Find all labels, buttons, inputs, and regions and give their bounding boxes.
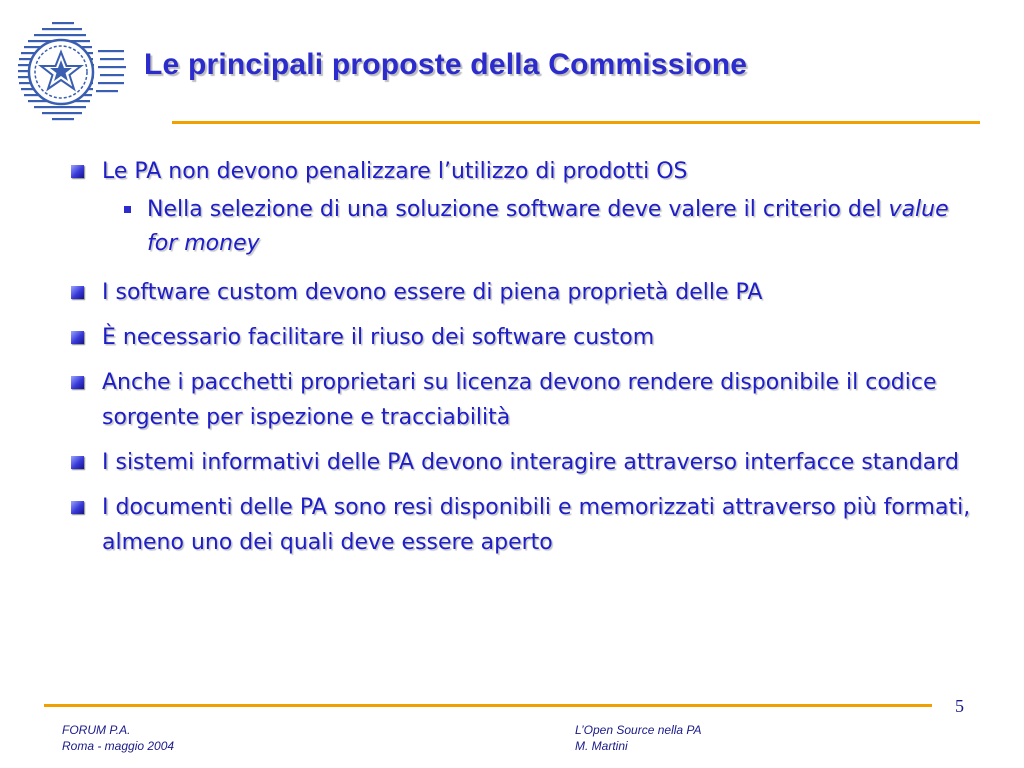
bullet-text: Anche i pacchetti proprietari su licenza devono rendere disponibile il codice sorgente per ispezione e tracciabilità	[102, 370, 937, 430]
square-bullet-icon	[71, 456, 84, 469]
footer-right	[575, 722, 702, 754]
square-bullet-icon	[71, 331, 84, 344]
footer-date: Roma - maggio 2004	[62, 739, 175, 753]
slide-title: Le principali proposte della Commissione	[144, 48, 748, 81]
bullet-item	[0, 154, 1024, 189]
footer-topic: L’Open Source nella PA	[575, 723, 702, 737]
italian-republic-emblem-icon	[16, 20, 128, 126]
bullet-text: I documenti delle PA sono resi disponibili e memorizzati attraverso più formati, almeno uno dei quali deve essere aperto	[102, 495, 971, 555]
bullet-text: È necessario facilitare il riuso dei software custom	[102, 325, 655, 350]
bullet-item	[0, 490, 1024, 560]
small-square-bullet-icon	[124, 206, 131, 213]
square-bullet-icon	[71, 286, 84, 299]
square-bullet-icon	[71, 165, 84, 178]
title-divider	[172, 121, 980, 124]
footer-event: FORUM P.A.	[62, 723, 131, 737]
footer-author: M. Martini	[575, 739, 628, 753]
bullet-text: Nella selezione di una soluzione software deve valere il criterio del	[147, 197, 889, 222]
bullet-text: I software custom devono essere di piena proprietà delle PA	[102, 280, 763, 305]
bullet-emphasis: value for money	[147, 197, 949, 256]
bullet-item	[0, 275, 1024, 310]
bullet-text: Le PA non devono penalizzare l’utilizzo di prodotti OS	[102, 159, 688, 184]
page-number: 5	[955, 696, 964, 716]
square-bullet-icon	[71, 376, 84, 389]
bullet-item	[0, 365, 1024, 435]
footer-left	[62, 722, 174, 754]
bullet-item	[0, 320, 1024, 355]
bullet-item	[0, 445, 1024, 480]
bullet-list	[0, 154, 1024, 570]
square-bullet-icon	[71, 501, 84, 514]
footer-divider	[44, 704, 932, 707]
bullet-text: I sistemi informativi delle PA devono interagire attraverso interfacce standard	[102, 450, 959, 475]
sub-bullet-item	[0, 193, 1024, 261]
